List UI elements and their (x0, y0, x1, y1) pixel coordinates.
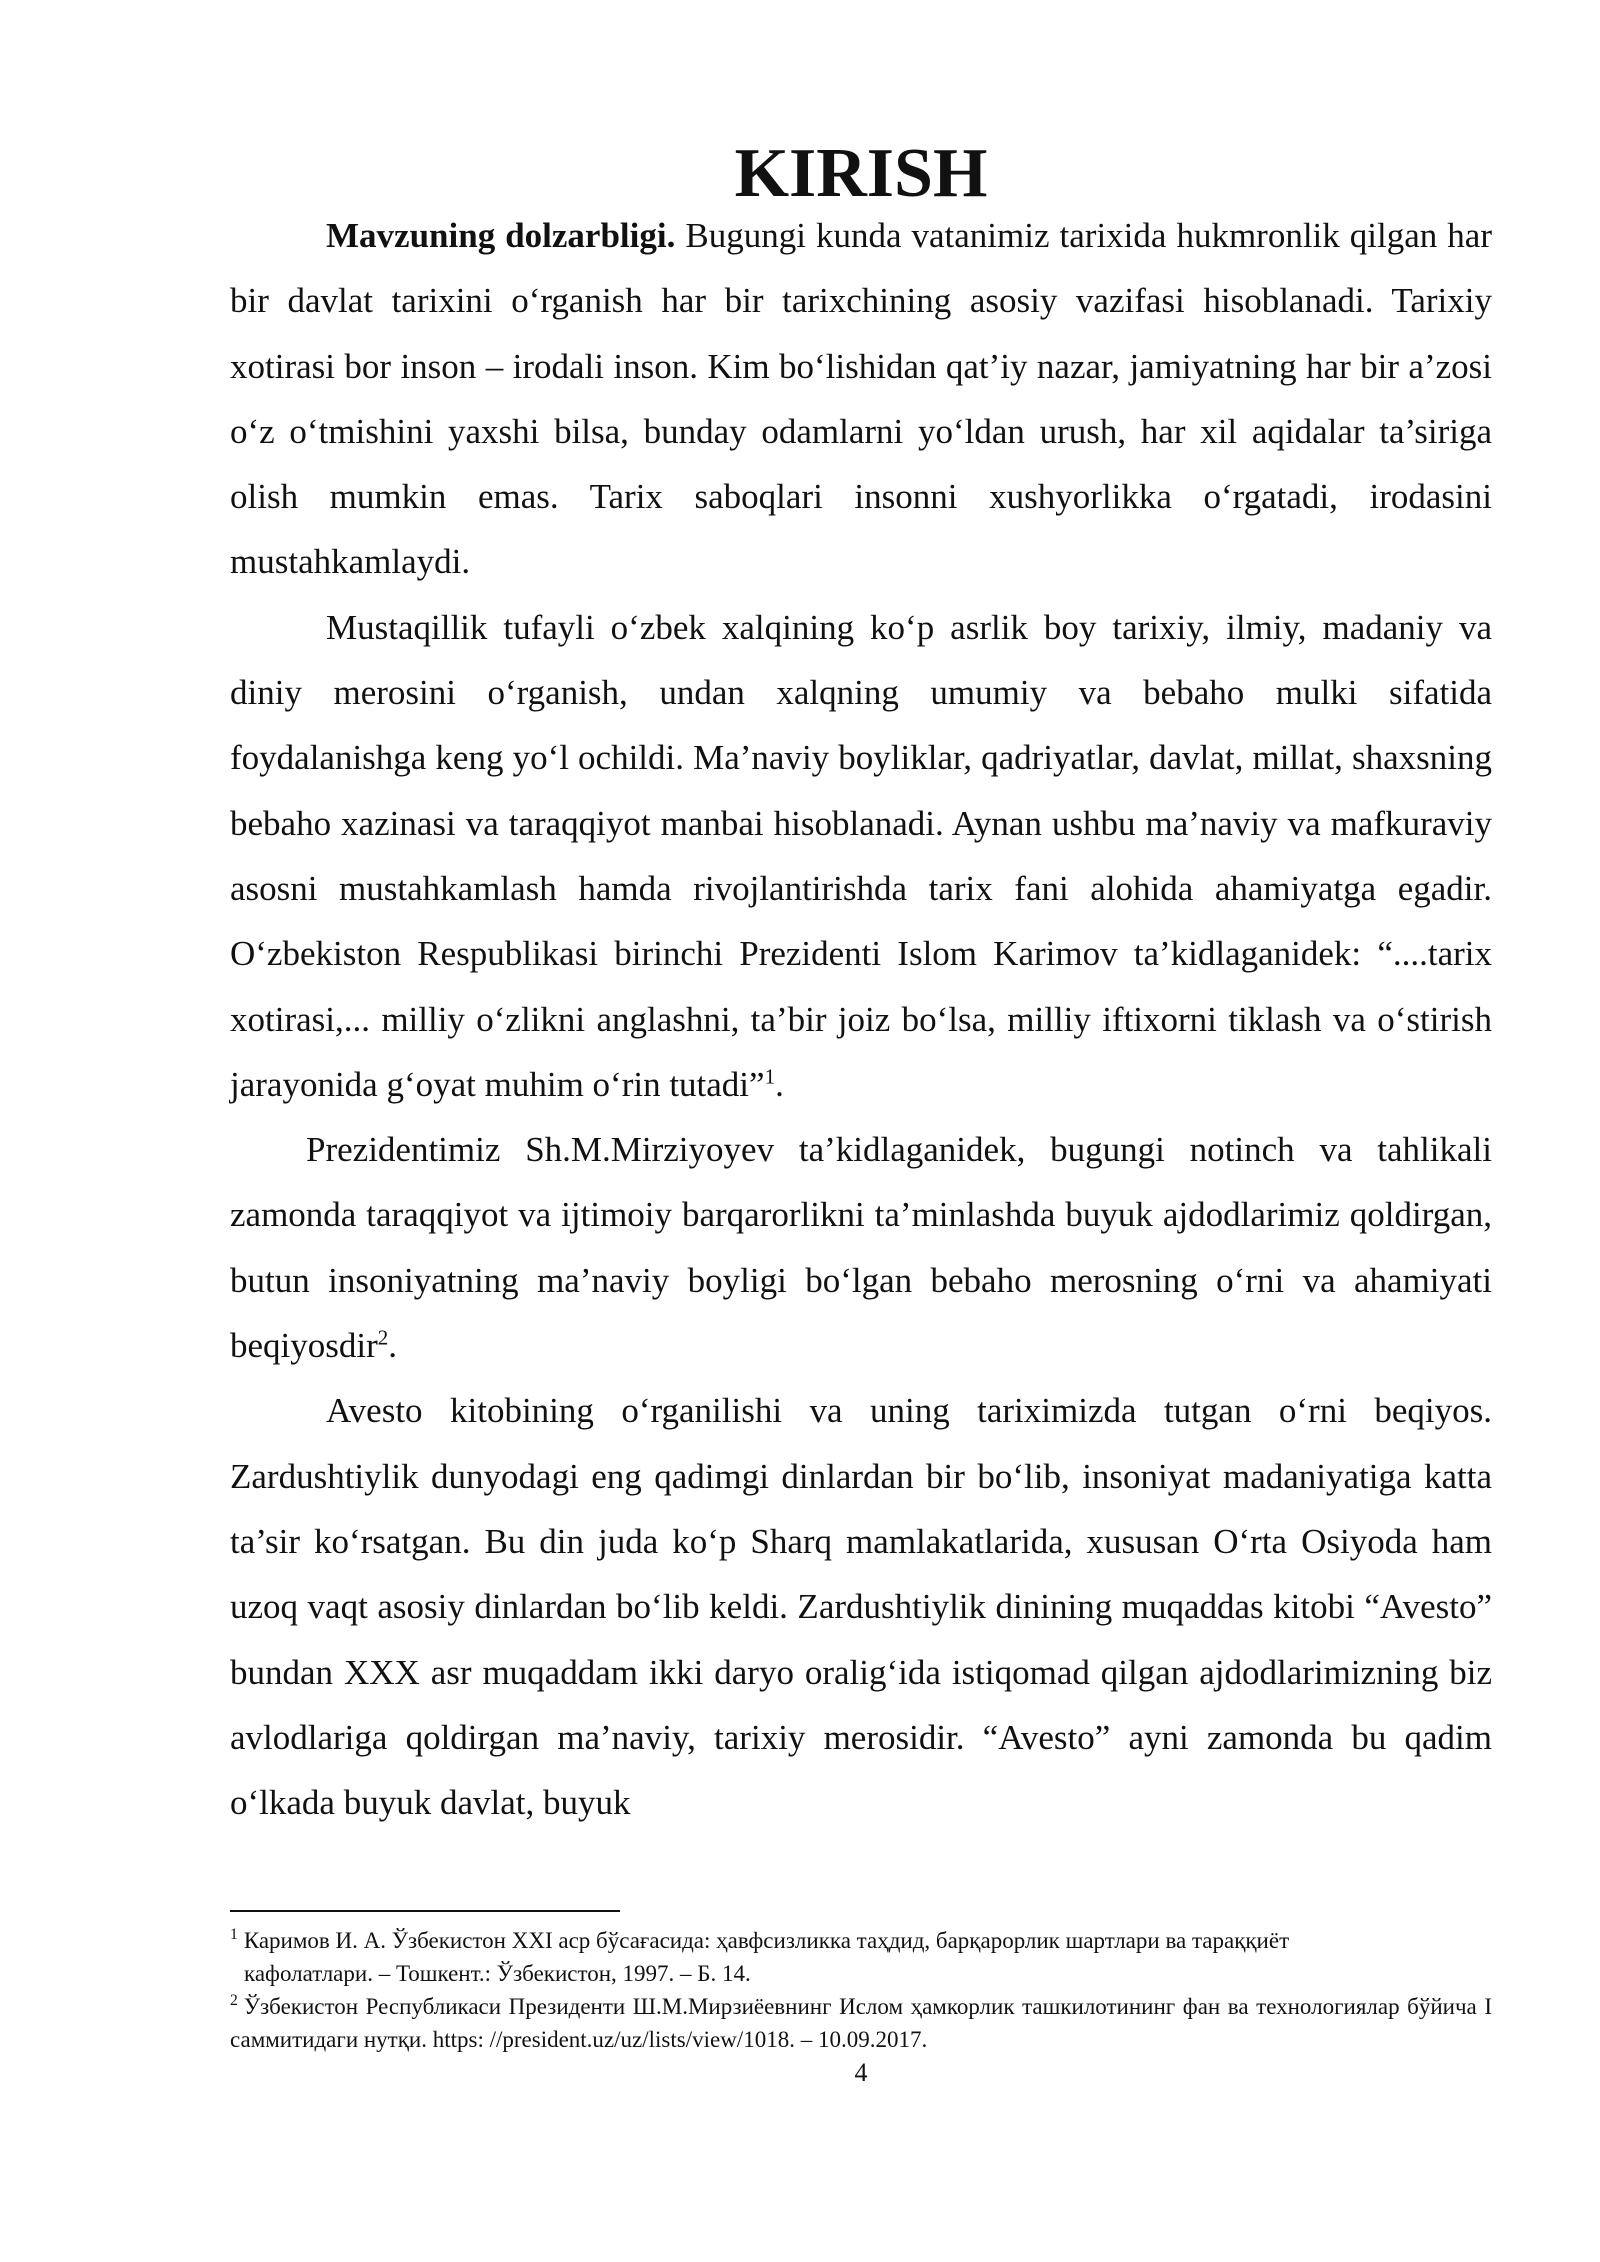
page-number: 4 (854, 2058, 868, 2087)
footnote-text: Ўзбекистон Республикаси Президенти Ш.М.Мирзиёевнинг Ислом ҳамкорлик ташкилотининг фан ва технологиялар бўйича I саммитидаги нутқи. https: //president.uz/uz/lists/view/1018. – 10.09.2017. (230, 1994, 1492, 2052)
paragraph-avesto (230, 1378, 1492, 1835)
footnotes (230, 1924, 1492, 2056)
footnote-2 (230, 1990, 1492, 2056)
footnote-1-continuation (230, 1957, 1492, 1990)
paragraph-text: Avesto kitobining o‘rganilishi va uning tariximizda tutgan o‘rni beqiyos. Zardushtiylik dunyodagi eng qadimgi dinlardan bir bo‘lib, insoniyat madaniyatiga katta ta’sir ko‘rsatgan. Bu din juda ko‘p Sharq mamlakatlarida, xususan O‘rta Osiyoda ham uzoq vaqt asosiy dinlardan bo‘lib keldi. Zardushtiylik dinining muqaddas kitobi “Avesto” bundan XXX asr muqaddam ikki daryo oralig‘ida istiqomad qilgan ajdodlarimizning biz avlodlariga qoldirgan ma’naviy, tarixiy merosidir. “Avesto” ayni zamonda bu qadim o‘lkada buyuk davlat, buyuk (230, 1391, 1492, 1823)
footnote-1 (230, 1924, 1492, 1957)
paragraph-tail: . (775, 1064, 784, 1104)
footnote-separator (230, 1910, 620, 1912)
paragraph-text: Bugungi kunda vatanimiz tarixida hukmronlik qilgan har bir davlat tarixini o‘rganish har bir tarixchining asosiy vazifasi hisoblanadi. Tarixiy xotirasi bor inson – irodali inson. Kim bo‘lishidan qat’iy nazar, jamiyatning har bir a’zosi o‘z o‘tmishini yaxshi bilsa, bunday odamlarni yo‘ldan urush, har xil aqidalar ta’siriga olish mumkin emas. Tarix saboqlari insonni xushyorlikka o‘rgatadi, irodasini mustahkamlaydi. (230, 216, 1492, 582)
paragraph-text: Mustaqillik tufayli o‘zbek xalqining ko‘p asrlik boy tarixiy, ilmiy, madaniy va diniy merosini o‘rganish, undan xalqning umumiy va bebaho mulki sifatida foydalanishga keng yo‘l ochildi. Ma’naviy boyliklar, qadriyatlar, davlat, millat, shaxsning bebaho xazinasi va taraqqiyot manbai hisoblanadi. Aynan ushbu ma’naviy va mafkuraviy asosni mustahkamlash hamda rivojlantirishda tarix fani alohida ahamiyatga egadir. O‘zbekiston Respublikasi birinchi Prezidenti Islom Karimov ta’kidlaganidek: “....tarix xotirasi,... milliy o‘zlikni anglashni, ta’bir joiz bo‘lsa, milliy iftixorni tiklash va o‘stirish jarayonida g‘oyat muhim o‘rin tutadi” (230, 607, 1492, 1104)
paragraph-tail: . (388, 1326, 398, 1366)
footnote-number: 2 (230, 1992, 238, 2010)
footnote-text: Каримов И. А. Ўзбекистон XXI аср бўсағасида: ҳавфсизликка таҳдид, барқарорлик шартлари ва тараққиёт (243, 1928, 1290, 1953)
page-title: KIRISH (734, 135, 988, 212)
footnote-ref-2[interactable]: 2 (377, 1325, 389, 1350)
paragraph-text: Prezidentimiz Sh.M.Mirziyoyev ta’kidlaganidek, bugungi notinch va tahlikali zamonda taraqqiyot va ijtimoiy barqarorlikni ta’minlashda buyuk ajdodlarimiz qoldirgan, butun insoniyatning ma’naviy boyligi bo‘lgan bebaho merosning o‘rni va ahamiyati beqiyosdir (230, 1130, 1492, 1366)
main-text (230, 135, 1492, 1835)
footnote-number: 1 (230, 1926, 238, 1944)
paragraph-president (230, 1117, 1492, 1378)
footnote-text: кафолатлари. – Тошкент.: Ўзбекистон, 1997. – Б. 14. (244, 1961, 751, 1986)
paragraph-lead: Mavzuning dolzarbligi. (326, 216, 676, 255)
footnote-ref-1[interactable]: 1 (764, 1064, 776, 1089)
paragraph-relevance (230, 203, 1492, 595)
paragraph-independence (230, 595, 1492, 1117)
